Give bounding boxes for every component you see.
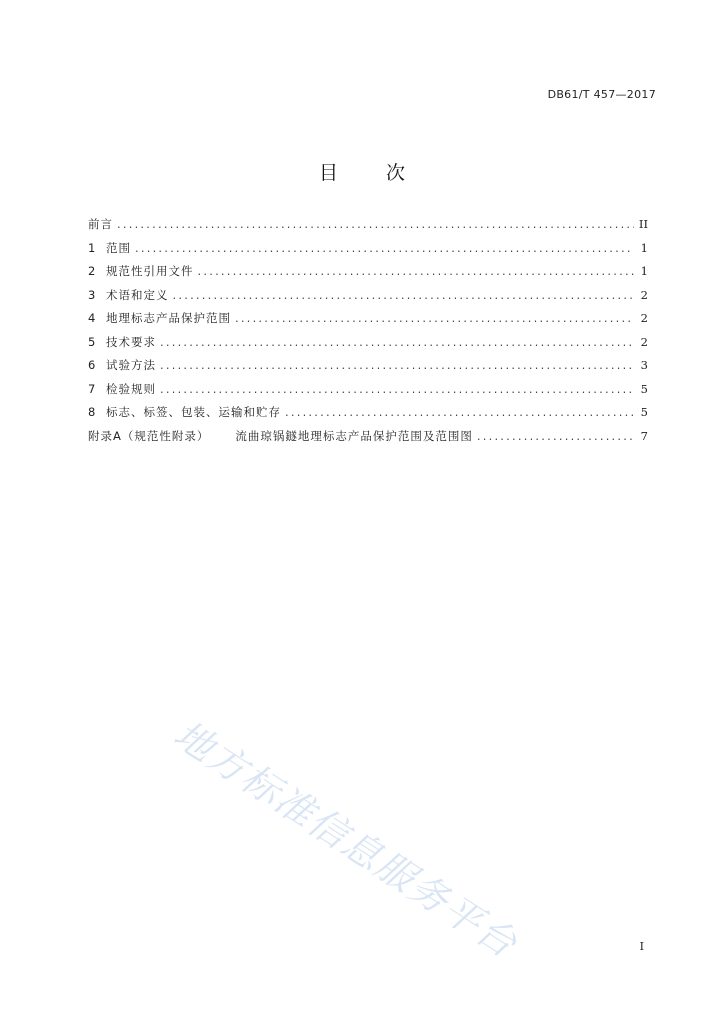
- toc-leader-dots: [160, 335, 634, 349]
- toc-leader-dots: [285, 405, 634, 419]
- toc-leader-dots: [117, 217, 634, 231]
- toc-entry-page: 1: [640, 264, 648, 278]
- appendix-label: 附录A（规范性附录）: [88, 428, 210, 443]
- toc-title: [0, 158, 724, 185]
- toc-entry-label: 规范性引用文件: [106, 264, 194, 278]
- toc-entry-number: 5: [88, 334, 96, 349]
- toc-entry-foreword[interactable]: [88, 216, 648, 240]
- toc-list: [88, 216, 648, 451]
- toc-entry-label: 标志、标签、包装、运输和贮存: [106, 405, 281, 419]
- appendix-title: 流曲琼锅鐩地理标志产品保护范围及范围图: [235, 428, 473, 443]
- toc-entry-inspection-rules[interactable]: [88, 381, 648, 405]
- document-code: DB61/T 457—2017: [547, 88, 656, 101]
- toc-entry-technical-requirements[interactable]: [88, 334, 648, 358]
- toc-entry-label: 地理标志产品保护范围: [106, 311, 231, 325]
- toc-leader-dots: [198, 264, 635, 278]
- toc-title-char-1: 目: [318, 162, 338, 184]
- toc-entry-page: 2: [640, 311, 648, 325]
- toc-entry-appendix-a[interactable]: [88, 428, 648, 452]
- page-number: I: [639, 940, 644, 953]
- toc-title-char-2: 次: [386, 162, 406, 184]
- toc-leader-dots: [160, 382, 634, 396]
- toc-leader-dots: [235, 311, 634, 325]
- toc-entry-terms-definitions[interactable]: [88, 287, 648, 311]
- toc-entry-normative-references[interactable]: [88, 263, 648, 287]
- toc-entry-label: 技术要求: [106, 334, 156, 349]
- toc-entry-scope[interactable]: [88, 240, 648, 264]
- toc-entry-page: 2: [640, 334, 648, 349]
- toc-entry-number: 8: [88, 405, 96, 419]
- toc-entry-test-methods[interactable]: [88, 357, 648, 381]
- toc-leader-dots: [173, 288, 635, 302]
- watermark: 地方标准信息服务平台: [166, 711, 526, 967]
- toc-entry-label: 范围: [106, 240, 131, 255]
- toc-entry-label: 术语和定义: [106, 287, 169, 302]
- toc-entry-marking-packaging[interactable]: [88, 404, 648, 428]
- toc-entry-page: 1: [640, 240, 648, 255]
- toc-entry-number: 4: [88, 311, 96, 325]
- toc-entry-label: 前言: [88, 217, 113, 231]
- toc-entry-number: 3: [88, 287, 96, 302]
- toc-leader-dots: [135, 241, 634, 255]
- toc-entry-page: 5: [640, 381, 648, 396]
- toc-entry-page: 7: [640, 428, 648, 443]
- toc-entry-number: 7: [88, 381, 96, 396]
- toc-entry-label: 试验方法: [106, 358, 156, 372]
- toc-entry-number: 2: [88, 264, 96, 278]
- toc-entry-protection-scope[interactable]: [88, 310, 648, 334]
- toc-entry-page: 2: [640, 287, 648, 302]
- toc-entry-label: 检验规则: [106, 381, 156, 396]
- toc-entry-page: 3: [640, 358, 648, 372]
- toc-entry-number: 1: [88, 240, 96, 255]
- toc-entry-page: II: [638, 217, 648, 231]
- toc-leader-dots: [160, 358, 634, 372]
- toc-leader-dots: [477, 429, 634, 443]
- toc-entry-number: 6: [88, 358, 96, 372]
- toc-entry-page: 5: [640, 405, 648, 419]
